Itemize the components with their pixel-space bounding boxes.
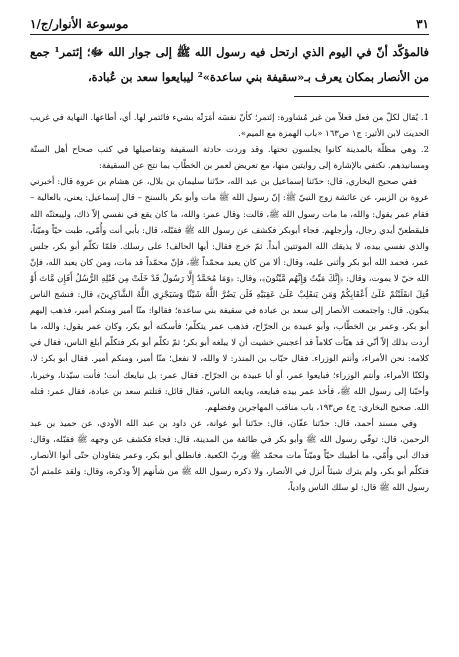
- footnote-1: 1. يُقال لكلّ من فعل فعلاً من غير مُشاورة: إئتمر؛ كأنّ نفسَه أمَرَتْه بشيء فائتمر لها. أي، أطاعها. النهاية في غريب الحديث لابن الأثير: ج١ ص١٦٣ «باب الهمزة مع الميم».: [30, 113, 429, 140]
- footnotes-section: [30, 110, 429, 649]
- footnote-divider: [294, 96, 429, 97]
- main-paragraph: فالمؤكّد أنّ في اليوم الذي ارتحل فيه رسول الله ﷺ إلى جوار الله ﷻ؛ إئتمر¹ جمع من الأنصار بمكان يعرف بـ«سقيفة بني ساعدة»² ليبايعوا سعد بن عُبادة،: [30, 45, 429, 84]
- page-number: ٣١: [416, 17, 429, 31]
- book-title: موسوعة الأنوار/ج/١: [30, 17, 129, 31]
- page-header: [30, 13, 429, 31]
- footnote-bukhari-quote: ففي صحيح البخاري، قال: حدّثنا إسماعيل بن عبد الله، حدّثنا سليمان بن بلال، عن هشام بن عروة قال: أخبرني عروة بن الزبير، عن عائشة زوج النبيّ ﷺ: إنّ رسول الله ﷺ مات وأبو بكر بالسنح – قال إسماعيل: يعني، بالعالية – فقام عمر يقول: والله، ما مات رسول الله ﷺ، قالت: وقال عمر: والله، ما كان يقع في نفسي إلاّ ذاك، وليبعثنّه الله فليقطعنّ أيدي رجال، وأرجلهم. فجاء أبوبكر فكشف عن رسول الله ﷺ فقبّله، قال: بأبي أنت وأُمّي، طبت حيّاً وميّتاً، والذي نفسي بيده، لا يذيقك الله الموتتين أبداً. ثمّ خرج فقال: أيها الحالف! على رسلك. فلمّا تكلّم أبو بكر، جلس عمر، فحمد الله أبو بكر وأثنى عليه، وقال: ألا من كان يعبد محمّداً ﷺ، فإنّ محمّداً قد مات، ومن كان يعبد الله، فإنّ الله حيّ لا يموت، وقال: ﴿إِنَّكَ مَيِّتٌ وَإِنَّهُم مَّيِّتُونَ﴾، وقال: ﴿وَمَا مُحَمَّدٌ إِلَّا رَسُولٌ قَدْ خَلَتْ مِن قَبْلِهِ الرُّسُلُ أَفَإِن مَّاتَ أَوْ قُتِلَ انقَلَبْتُمْ عَلَىٰ أَعْقَابِكُمْ وَمَن يَنقَلِبْ عَلَىٰ عَقِبَيْهِ فَلَن يَضُرَّ اللَّهَ شَيْئًا وَسَيَجْزِي اللَّهُ الشَّاكِرِينَ﴾ قال: فنشج الناس يبكون. قال: واجتمعت الأنصار إلى سعد بن عبادة في سقيفة بني ساعدة؛ فقالوا: منّا أمير ومنكم أمير، فذهب إليهم أبو بكر، وعمر بن الخطّاب، وأبو عبيدة بن الجرّاح، فذهب عمر يتكلّم؛ فأسكته أبو بكر، وكان عمر يقول: والله، ما أردت بذلك إلاّ أنّي قد هيّأت كلاماً قد أعجبني خشيت أن لا يبلغه أبو بكر؛ ثمّ تكلّم أبو بكر فتكلّم أبلغ الناس، فقال في كلامه: نحن الأمراء، وأنتم الوزراء. فقال حبّاب بن المنذر: لا والله، لا نفعل؛ منّا أمير، ومنكم أمير. فقال أبو بكر: لا، ولكنّا الأمراء، وأنتم الوزراء؛ فبايعوا عمر، أو أبا عبيدة بن الجرّاح. فقال عمر: بل نبايعك أنت؛ فأنت سيّدنا، وخيرنا، وأحبّنا إلى رسول الله ﷺ، فأخذ عمر بيده فبايعه، وبايعه الناس، فقال قائل: قتلتم سعد بن عبادة، فقال عمر: قتله الله. صحيح البخاري: ج٤ ص١٩٣، باب مناقب المهاجرين وفضلهم.: [30, 177, 429, 413]
- header-divider: [30, 34, 429, 35]
- footnote-2: 2. وهي مظلّة بالمدينة كانوا يجلسون تحتها. وقد وردت حادثة السقيفة وتفاصيلها في كتب صحاح أهل السنّة ومسانيدهم. نكتفي بالإشارة إلى روايتين منها، مع تعريض لعمر بن الخطّاب بما نتج عن السقيفة:: [30, 145, 429, 172]
- footnote-musnad-quote: وفي مسند أحمد، قال: حدّثنا عفّان، قال: حدّثنا أبو عوانة، عن داود بن عبد الله الأودي، عن حميد بن عبد الرحمن، قال: توفّي رسول الله ﷺ وأبو بكر في طائفة من المدينة، قال: فجاء فكشف عن وجهه ﷺ فقبّله، وقال: فداك أبي وأُمّي، ما أطيبك حيّاً وميّتاً مات محمّد ﷺ وربّ الكعبة. فانطلق أبو بكر، وعمر يتقاودان حتّى أتوا الأنصار، فتكلّم أبو بكر، ولم يترك شيئاً أنزل في الأنصار، ولا ذكره رسول الله ﷺ من شأنهم إلاّ وذكره، وقال: ولقد علمتم أنّ رسول الله ﷺ قال: لو سلك الناس وادياً،: [30, 418, 429, 494]
